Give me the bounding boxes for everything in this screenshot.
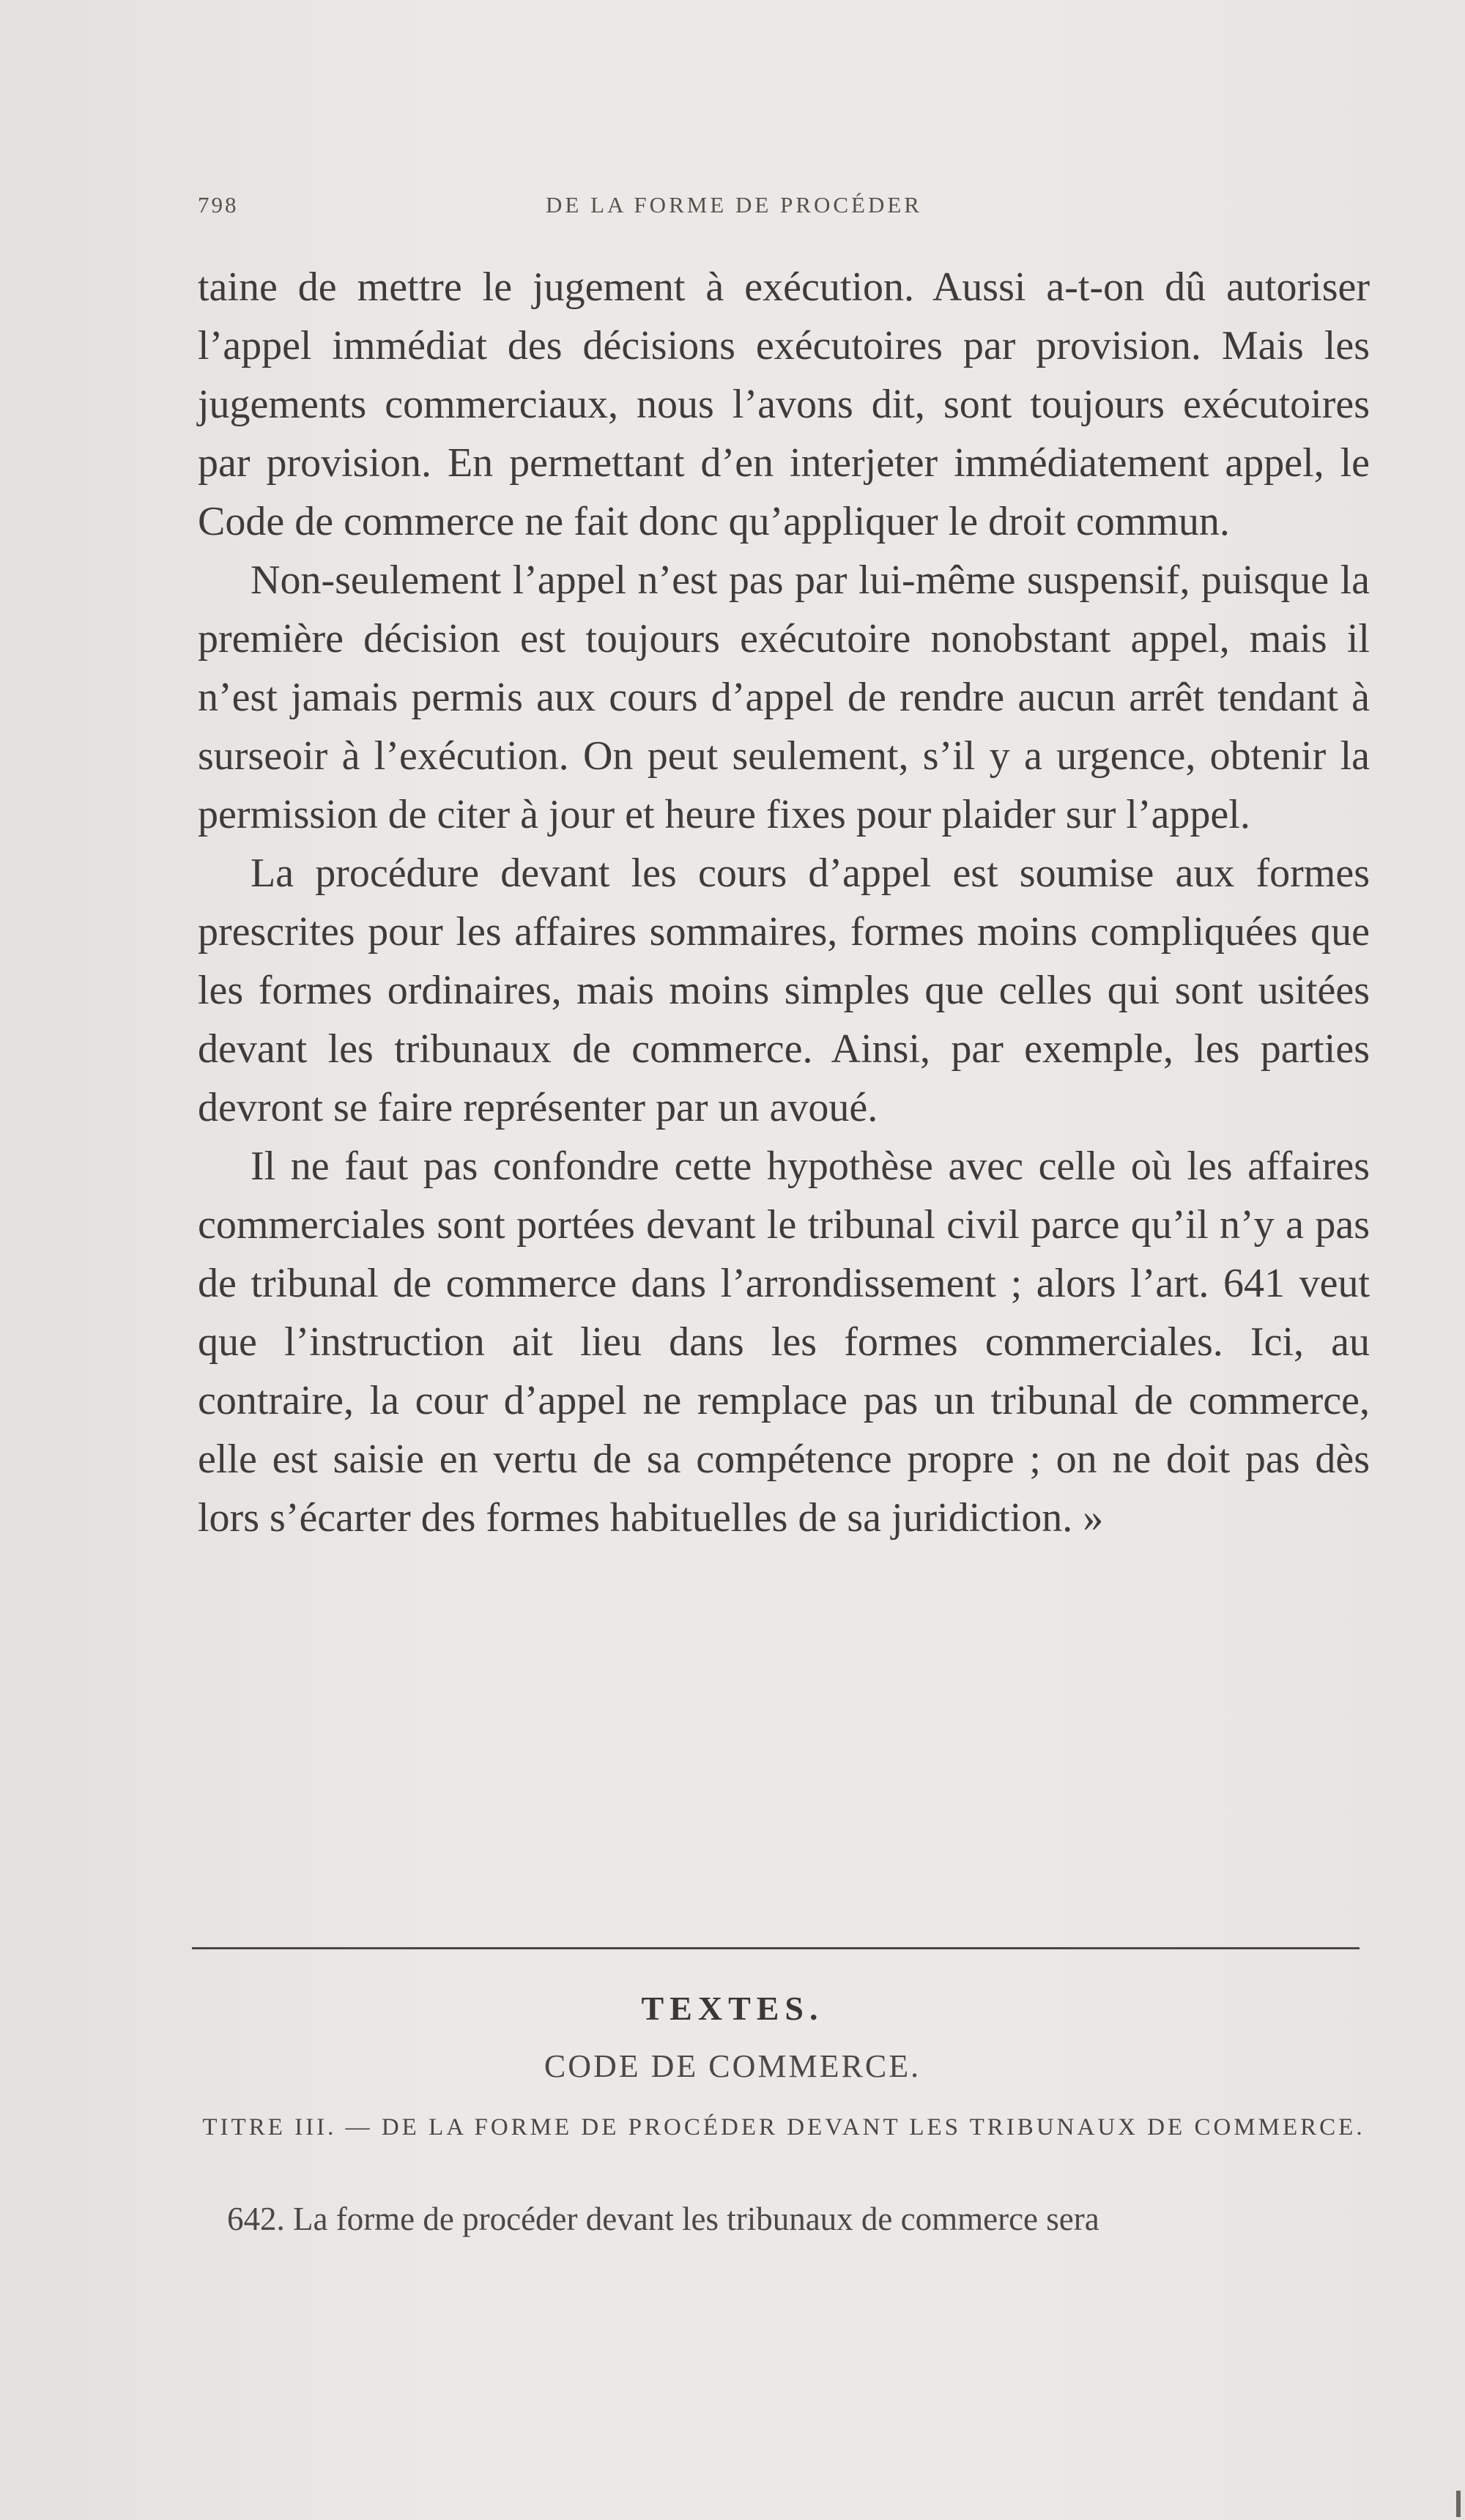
scan-edge-mark [1456, 2491, 1461, 2517]
code-title: CODE DE COMMERCE. [544, 2048, 921, 2084]
article-line [227, 2200, 1370, 2238]
paragraph: Il ne faut pas confondre cette hypothèse avec celle où les affaires commerciales sont portées devant le tribunal civil parce qu’il n’y a pas de tribunal de commerce dans l’arrondissement ; alors l’art. 641 veut que l’instruction ait lieu dans les formes commerciales. Ici, au contraire, la cour d’appel ne remplace pas un tribunal de commerce, elle est saisie en vertu de sa compétence propre ; on ne doit pas dès lors s’écarter des formes habituelles de sa juridiction. » [198, 1144, 1370, 1541]
article-number: 642. [227, 2201, 285, 2237]
paragraph: La procédure devant les cours d’appel est soumise aux formes prescrites pour les affaires sommaires, formes moins compliquées que les formes ordinaires, mais moins simples que celles qui sont usitées devant les tribunaux de commerce. Ainsi, par exemple, les parties devront se faire représenter par un avoué. [198, 850, 1370, 1130]
paragraph: Non-seulement l’appel n’est pas par lui-même suspensif, puisque la première décision est toujours exécutoire nonobstant appel, mais il n’est jamais permis aux cours d’appel de rendre aucun arrêt tendant à surseoir à l’exécution. On peut seulement, s’il y a urgence, obtenir la permission de citer à jour et heure fixes pour plaider sur l’appel. [198, 557, 1370, 837]
page-header [198, 192, 1384, 236]
title-heading: TITRE III. — DE LA FORME DE PROCÉDER DEVANT LES TRIBUNAUX DE COMMERCE. [202, 2114, 1365, 2141]
paragraph: taine de mettre le jugement à exécution. Aussi a-t-on dû autoriser l’appel immédiat des décisions exécutoires par provision. Mais les jugements commerciaux, nous l’avons dit, sont toujours exécutoires par provision. En permettant d’en interjeter immédiatement appel, le Code de commerce ne fait donc qu’appliquer le droit commun. [198, 264, 1370, 544]
page-number: 798 [198, 192, 239, 218]
texts-heading: TEXTES. [641, 1990, 824, 2027]
running-title: DE LA FORME DE PROCÉDER [546, 192, 922, 218]
article-text: La forme de procéder devant les tribunaux de commerce sera [293, 2201, 1099, 2237]
body-text [198, 258, 1370, 1547]
section-divider [192, 1947, 1360, 1949]
